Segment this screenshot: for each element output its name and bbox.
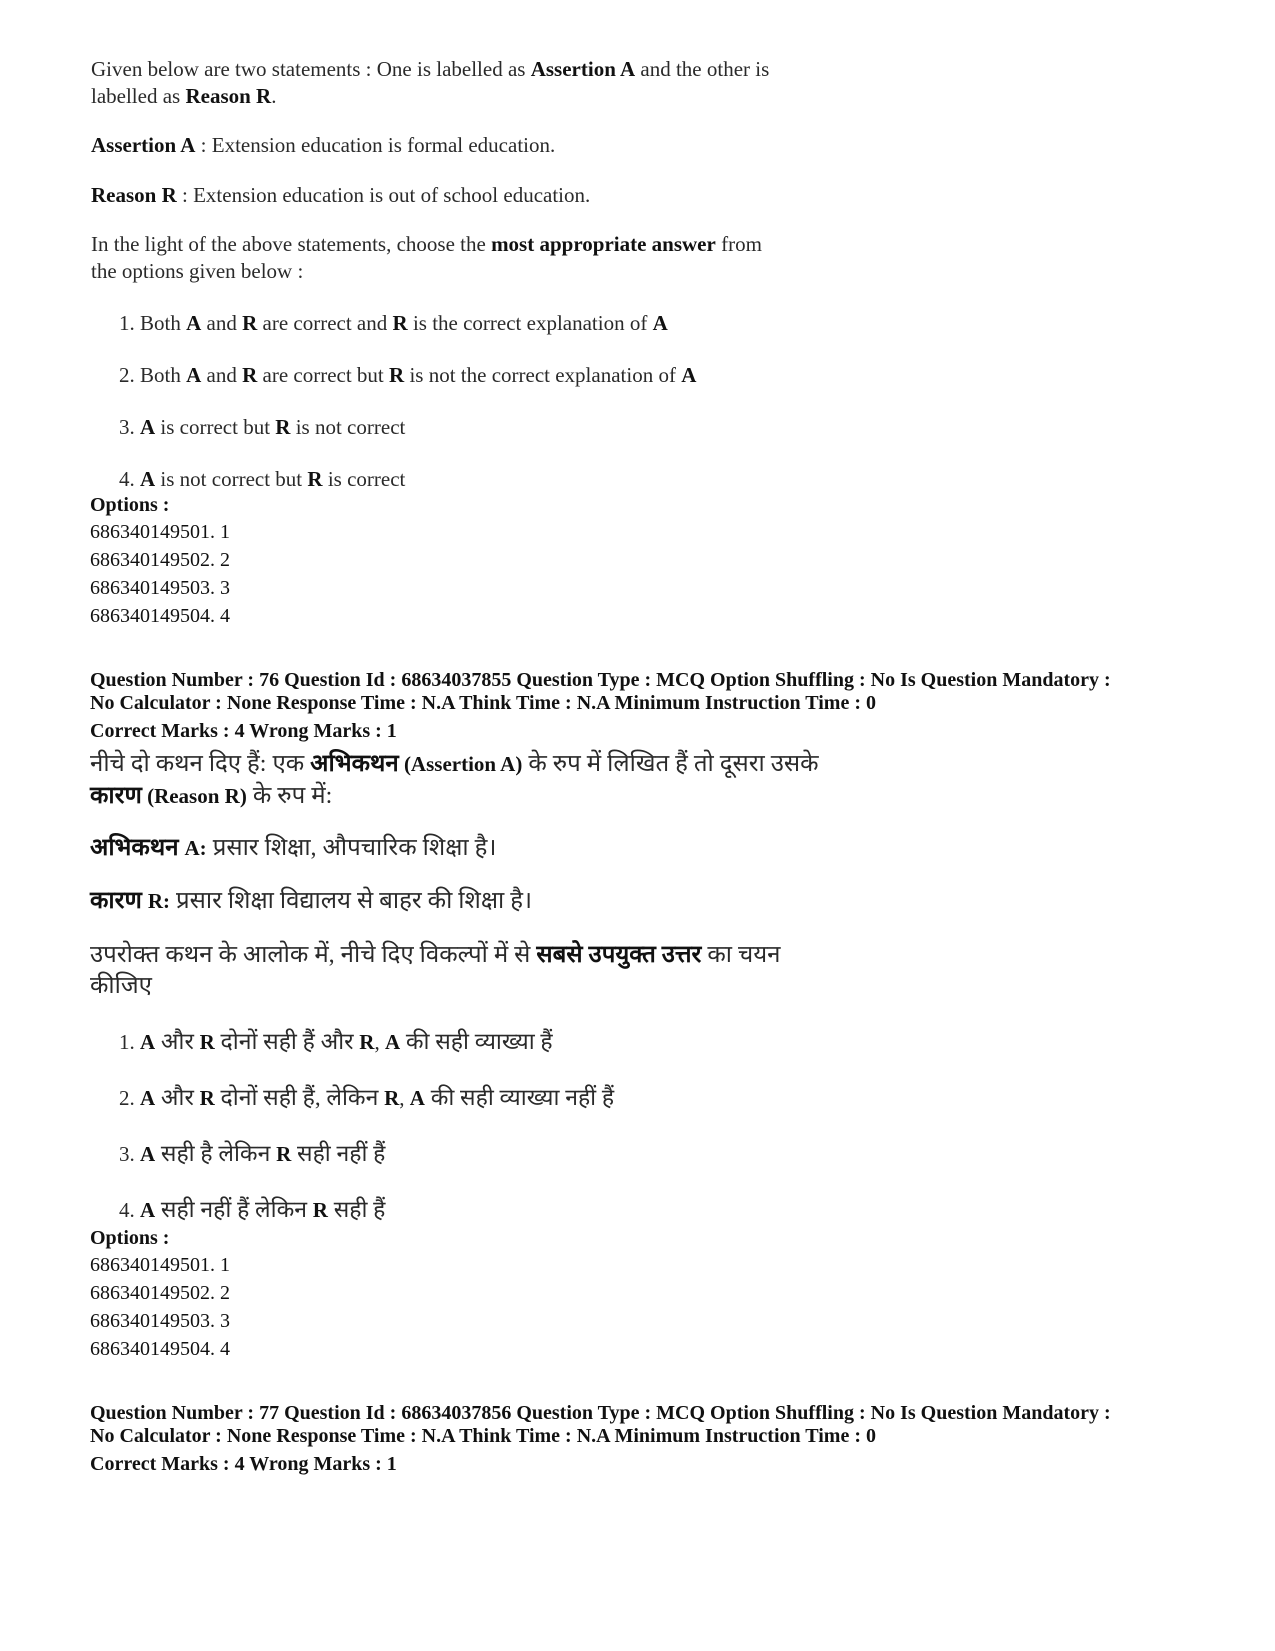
choice-r: R: [307, 467, 323, 491]
choice-a: A: [140, 415, 156, 439]
choice-num: 1.: [119, 1030, 140, 1054]
choice-text: is the correct explanation of: [407, 311, 653, 335]
q75-intro-period: .: [271, 84, 277, 108]
choice-sep: ,: [399, 1086, 410, 1110]
choice-r: R: [359, 1030, 375, 1054]
q75-choose-line1: [91, 230, 762, 258]
q76-choose-text: उपरोक्त कथन के आलोक में, नीचे दिए विकल्पों में से: [90, 942, 537, 968]
q76-choice-3: [119, 1138, 385, 1170]
q76-choice-1: [119, 1026, 553, 1058]
q76-intro-line1: [90, 748, 819, 780]
q76-intro-line2-bold: कारण: [90, 783, 142, 809]
q75-intro-text: Given below are two statements : One is labelled as: [91, 57, 531, 81]
q76-assertion-label: अभिकथन: [90, 835, 185, 861]
q75-option-1: 686340149501. 1: [90, 521, 230, 543]
choice-text: दोनों सही हैं और: [214, 1029, 360, 1054]
q76-marks: Correct Marks : 4 Wrong Marks : 1: [90, 720, 397, 742]
choice-sep: ,: [374, 1030, 385, 1054]
choice-text: are correct and: [257, 311, 393, 335]
choice-r: R: [275, 415, 291, 439]
choice-a: A: [681, 363, 697, 387]
q76-reason: [90, 885, 532, 917]
q77-meta-line2: No Calculator : None Response Time : N.A Think Time : N.A Minimum Instruction Time : 0: [90, 1425, 876, 1447]
choice-text: दोनों सही हैं, लेकिन: [214, 1085, 385, 1110]
q76-intro-line2: [90, 780, 332, 812]
choice-a: A: [652, 311, 668, 335]
choice-a: A: [186, 311, 202, 335]
choice-a: A: [409, 1086, 425, 1110]
q75-intro-line1: [91, 55, 769, 83]
q75-intro-mid: and the other is: [635, 57, 770, 81]
q76-choose-bold: सबसे उपयुक्त उत्तर: [536, 942, 702, 968]
q77-marks: Correct Marks : 4 Wrong Marks : 1: [90, 1453, 397, 1475]
choice-r: R: [312, 1198, 328, 1222]
q75-assertion-label: Assertion A: [91, 133, 196, 157]
q75-choose-post: from: [715, 232, 762, 256]
choice-r: R: [242, 363, 258, 387]
q76-intro-line2-post: के रुप में:: [246, 783, 333, 809]
q76-meta-line1: Question Number : 76 Question Id : 68634037855 Question Type : MCQ Option Shuffling : No Is Question Mandatory :: [90, 669, 1111, 691]
q75-option-4: 686340149504. 4: [90, 605, 230, 627]
q76-choice-2: [119, 1082, 614, 1114]
choice-r: R: [199, 1030, 215, 1054]
choice-num: 4.: [119, 1198, 140, 1222]
q76-intro-line2-paren: (Reason R): [141, 784, 247, 808]
choice-num: 3.: [119, 415, 140, 439]
q75-assertion: [91, 131, 555, 159]
choice-r: R: [384, 1086, 400, 1110]
choice-num: 1. Both: [119, 311, 187, 335]
q75-reason-text: : Extension education is out of school education.: [176, 183, 591, 207]
q75-choose-line2: the options given below :: [91, 259, 304, 283]
choice-text: is correct but: [155, 415, 276, 439]
q76-intro-bold: अभिकथन: [310, 751, 399, 777]
choice-r: R: [389, 363, 405, 387]
choice-text: is not correct but: [155, 467, 308, 491]
choice-text: is correct: [322, 467, 406, 491]
q76-intro-post: के रुप में लिखित हैं तो दूसरा उसके: [522, 751, 819, 777]
q76-assertion: [90, 832, 496, 864]
choice-num: 4.: [119, 467, 140, 491]
choice-r: R: [276, 1142, 292, 1166]
choice-text: सही नहीं हैं: [291, 1141, 386, 1166]
q76-reason-label: कारण: [90, 888, 148, 914]
q75-choose-text: In the light of the above statements, choose the: [91, 232, 492, 256]
q75-intro-assertion: Assertion A: [530, 57, 636, 81]
choice-text: की सही व्याख्या हैं: [400, 1029, 553, 1054]
q75-choice-4: [119, 465, 405, 493]
choice-r: R: [199, 1086, 215, 1110]
choice-num: 2.: [119, 1086, 140, 1110]
choice-num: 2. Both: [119, 363, 187, 387]
q75-intro-reason: Reason R: [185, 84, 272, 108]
choice-num: 3.: [119, 1142, 140, 1166]
choice-text: and: [201, 311, 243, 335]
q76-assertion-text: प्रसार शिक्षा, औपचारिक शिक्षा है।: [206, 835, 497, 861]
q75-reason: [91, 181, 590, 209]
choice-a: A: [140, 467, 156, 491]
choice-a: A: [384, 1030, 401, 1054]
q76-reason-r: R:: [147, 889, 170, 913]
q76-choice-4: [119, 1194, 385, 1226]
choice-a: A: [140, 1086, 156, 1110]
choice-a: A: [140, 1198, 156, 1222]
q76-assertion-a: A:: [184, 836, 207, 860]
q75-option-3: 686340149503. 3: [90, 577, 230, 599]
q76-intro-text: नीचे दो कथन दिए हैं: एक: [90, 751, 311, 777]
q76-options-label: Options :: [90, 1227, 170, 1249]
choice-text: और: [155, 1085, 200, 1110]
choice-text: is not the correct explanation of: [404, 363, 682, 387]
q75-reason-label: Reason R: [91, 183, 177, 207]
q75-options-label: Options :: [90, 494, 170, 516]
q76-meta-line2: No Calculator : None Response Time : N.A Think Time : N.A Minimum Instruction Time : 0: [90, 692, 876, 714]
q76-choose-line1: [90, 939, 781, 971]
choice-r: R: [392, 311, 408, 335]
choice-text: और: [155, 1029, 200, 1054]
choice-r: R: [242, 311, 258, 335]
q76-intro-paren: (Assertion A): [398, 752, 523, 776]
q76-reason-text: प्रसार शिक्षा विद्यालय से बाहर की शिक्षा है।: [170, 888, 533, 914]
choice-text: is not correct: [290, 415, 406, 439]
choice-text: सही हैं: [327, 1197, 386, 1222]
q75-choice-2: [119, 361, 696, 389]
choice-text: are correct but: [257, 363, 390, 387]
choice-a: A: [140, 1030, 156, 1054]
q75-option-2: 686340149502. 2: [90, 549, 230, 571]
q76-option-3: 686340149503. 3: [90, 1310, 230, 1332]
q76-option-1: 686340149501. 1: [90, 1254, 230, 1276]
q76-option-4: 686340149504. 4: [90, 1338, 230, 1360]
q77-meta-line1: Question Number : 77 Question Id : 68634037856 Question Type : MCQ Option Shuffling : No Is Question Mandatory :: [90, 1402, 1111, 1424]
q75-intro-line2: [91, 82, 276, 110]
choice-text: सही नहीं हैं लेकिन: [155, 1197, 313, 1222]
q75-choice-1: [119, 309, 668, 337]
choice-text: and: [201, 363, 243, 387]
q76-choose-post: का चयन: [701, 942, 781, 968]
choice-a: A: [140, 1142, 156, 1166]
q76-option-2: 686340149502. 2: [90, 1282, 230, 1304]
choice-text: सही है लेकिन: [155, 1141, 277, 1166]
q75-intro-line2-text: labelled as: [91, 84, 186, 108]
choice-a: A: [186, 363, 202, 387]
q75-assertion-text: : Extension education is formal education.: [195, 133, 556, 157]
q75-choice-3: [119, 413, 405, 441]
q75-choose-bold: most appropriate answer: [491, 232, 716, 256]
choice-text: की सही व्याख्या नहीं हैं: [424, 1085, 615, 1110]
q76-choose-line2: कीजिए: [90, 973, 152, 999]
